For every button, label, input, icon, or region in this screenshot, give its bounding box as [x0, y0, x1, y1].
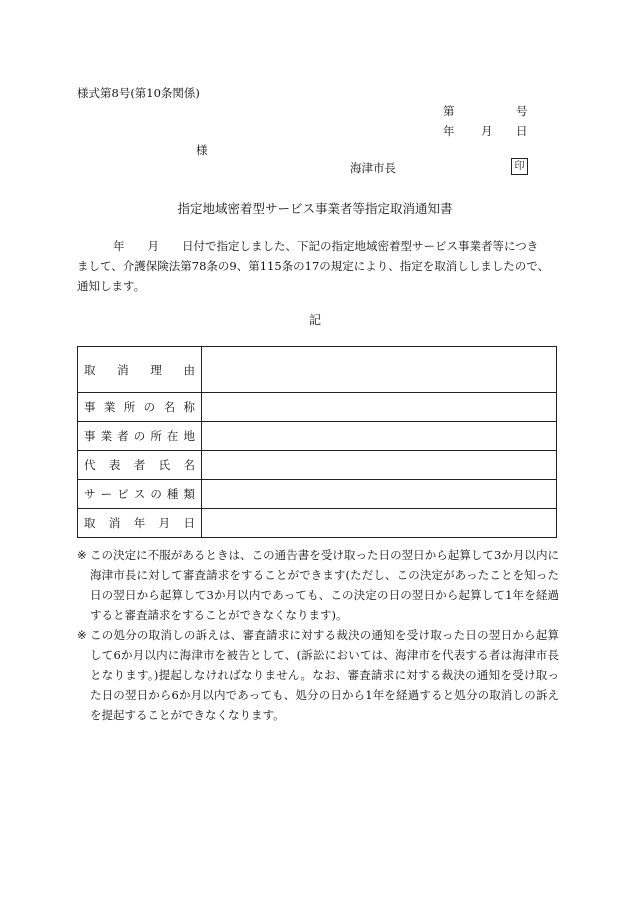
row-value [202, 509, 557, 538]
label-char: 氏 [158, 458, 171, 472]
document-title: 指定地域密着型サービス事業者等指定取消通知書 [177, 201, 453, 216]
label-char: 取 [84, 516, 96, 530]
row-label [78, 393, 202, 422]
seal-mark: 印 [511, 158, 528, 175]
label-text [84, 486, 195, 502]
note-text: この決定に不服があるときは、この通告書を受け取った日の翌日から起算して3か月以内に海津市長に対して審査請求をすることができます(ただし、この決定があったことを知った日の翌日から起算して3か月以内であっても、この決定の日の翌日から起算して1年を経過すると審査請求をすることができなくなります)。 [90, 548, 559, 622]
label-char: 事 [84, 400, 96, 414]
label-text [84, 457, 195, 473]
label-char: 称 [183, 400, 195, 414]
label-char: 種 [166, 487, 179, 501]
label-char: 事 [84, 429, 96, 443]
table-row [78, 393, 557, 422]
table-row [78, 480, 557, 509]
label-char: ー [100, 487, 113, 501]
label-text [84, 399, 195, 415]
label-char: 所 [123, 400, 136, 414]
label-char: の [143, 400, 156, 414]
ki-heading: 記 [308, 313, 321, 327]
form-number-label: 様式第8号(第10条関係) [77, 86, 200, 100]
row-value [202, 393, 557, 422]
row-label [78, 480, 202, 509]
body-intro-text: 日付で指定しました、下記の指定地域密着型サービス事業者等につき [182, 239, 539, 253]
label-char: 地 [183, 429, 195, 443]
row-value [202, 480, 557, 509]
row-value [202, 451, 557, 480]
label-char: 表 [108, 458, 121, 472]
label-char: 在 [166, 429, 179, 443]
label-char: 代 [84, 458, 96, 472]
row-label [78, 509, 202, 538]
row-value [202, 422, 557, 451]
table-row [78, 347, 557, 393]
body-intro-line [77, 236, 557, 256]
row-label [78, 422, 202, 451]
date-year: 年 [443, 124, 455, 138]
label-char: 年 [133, 516, 146, 530]
label-char: 由 [183, 362, 195, 377]
label-char: の [150, 487, 162, 501]
label-char: 所 [150, 429, 162, 443]
body-year: 年 [113, 239, 125, 253]
document-number-suffix: 号 [516, 104, 528, 118]
document-number-prefix: 第 [443, 104, 455, 118]
table-row [78, 422, 557, 451]
note-text: この処分の取消しの訴えは、審査請求に対する裁決の通知を受け取った日の翌日から起算して6か月以内に海津市を被告として、(訴訟においては、海津市を代表する者は海津市長となります。)提起しなければなりません。なお、審査請求に対する裁決の通知を受け取った日の翌日から6か月以内であっても、処分の日から1年を経過すると処分の取消しの訴えを提起することができなくなります。 [90, 628, 559, 722]
table-row [78, 451, 557, 480]
label-char: 取 [84, 362, 96, 377]
row-value [202, 347, 557, 393]
issuer-name: 海津市長 [350, 161, 396, 175]
note-mark: ※ [77, 548, 87, 562]
label-char: の [133, 429, 146, 443]
label-char: 名 [163, 400, 176, 414]
body-rest-text: まして、介護保険法第78条の9、第115条の17の規定により、指定を取消ししましたので、通知します。 [77, 259, 550, 293]
label-char: 月 [158, 516, 171, 530]
label-text [84, 515, 195, 531]
label-char: 業 [100, 429, 113, 443]
label-char: 理 [150, 362, 162, 377]
label-char: 消 [117, 362, 129, 377]
row-label [78, 347, 202, 393]
label-char: 業 [103, 400, 116, 414]
label-text [84, 362, 195, 378]
label-char: ス [133, 487, 146, 501]
date-day: 日 [516, 124, 528, 138]
note-mark: ※ [77, 628, 87, 642]
details-table [77, 346, 557, 538]
label-char: 者 [133, 458, 146, 472]
body-month: 月 [147, 239, 159, 253]
label-char: 日 [183, 516, 195, 530]
label-char: 名 [183, 458, 195, 472]
label-char: 者 [117, 429, 129, 443]
note-item [77, 625, 559, 725]
body-paragraph [77, 236, 557, 296]
label-char: ビ [117, 487, 129, 501]
label-char: 類 [183, 487, 195, 501]
addressee-honorific: 様 [196, 143, 208, 157]
label-text [84, 428, 195, 444]
label-char: 消 [108, 516, 121, 530]
notes-section [77, 545, 559, 725]
date-month: 月 [481, 124, 493, 138]
label-char: サ [84, 487, 96, 501]
row-label [78, 451, 202, 480]
note-item [77, 545, 559, 625]
table-row [78, 509, 557, 538]
